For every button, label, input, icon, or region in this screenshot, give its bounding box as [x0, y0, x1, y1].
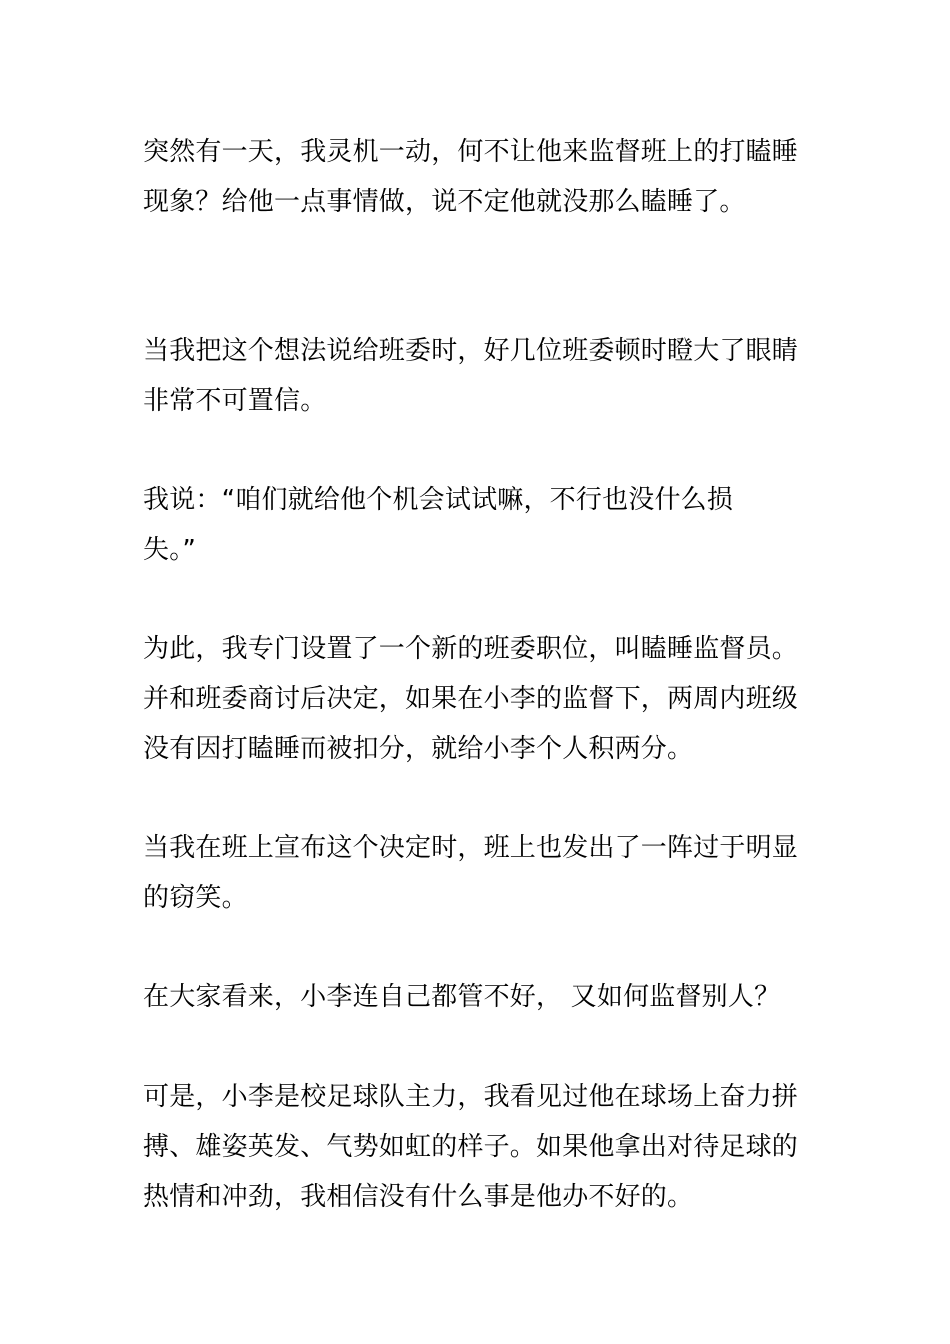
paragraph-5-line-2: 的窃笑。 — [143, 883, 248, 913]
paragraph-3-line-2: 失。” — [143, 535, 197, 565]
paragraph-7-line-3: 热情和冲劲，我相信没有什么事是他办不好的。 — [143, 1182, 694, 1212]
paragraph-2-line-1: 当我把这个想法说给班委时，好几位班委顿时瞪大了眼睛 — [143, 336, 799, 366]
paragraph-5-line-1: 当我在班上宣布这个决定时，班上也发出了一阵过于明显 — [143, 833, 799, 863]
paragraph-2-line-2: 非常不可置信。 — [143, 386, 327, 416]
paragraph-3-line-1: 我说：“咱们就给他个机会试试嘛，不行也没什么损 — [143, 485, 734, 515]
paragraph-7-line-1: 可是，小李是校足球队主力，我看见过他在球场上奋力拼 — [143, 1082, 799, 1112]
paragraph-4-line-2: 并和班委商讨后决定，如果在小李的监督下，两周内班级 — [143, 684, 799, 714]
paragraph-6-line-1: 在大家看来，小李连自己都管不好， 又如何监督别人？ — [143, 982, 781, 1012]
paragraph-4-line-3: 没有因打瞌睡而被扣分，就给小李个人积两分。 — [143, 734, 694, 764]
paragraph-1-line-2: 现象？给他一点事情做，说不定他就没那么瞌睡了。 — [143, 187, 746, 217]
paragraph-4-line-1: 为此，我专门设置了一个新的班委职位，叫瞌睡监督员。 — [143, 634, 799, 664]
paragraph-7-line-2: 搏、雄姿英发、气势如虹的样子。如果他拿出对待足球的 — [143, 1132, 799, 1162]
paragraph-1-line-1: 突然有一天，我灵机一动，何不让他来监督班上的打瞌睡 — [143, 137, 799, 167]
